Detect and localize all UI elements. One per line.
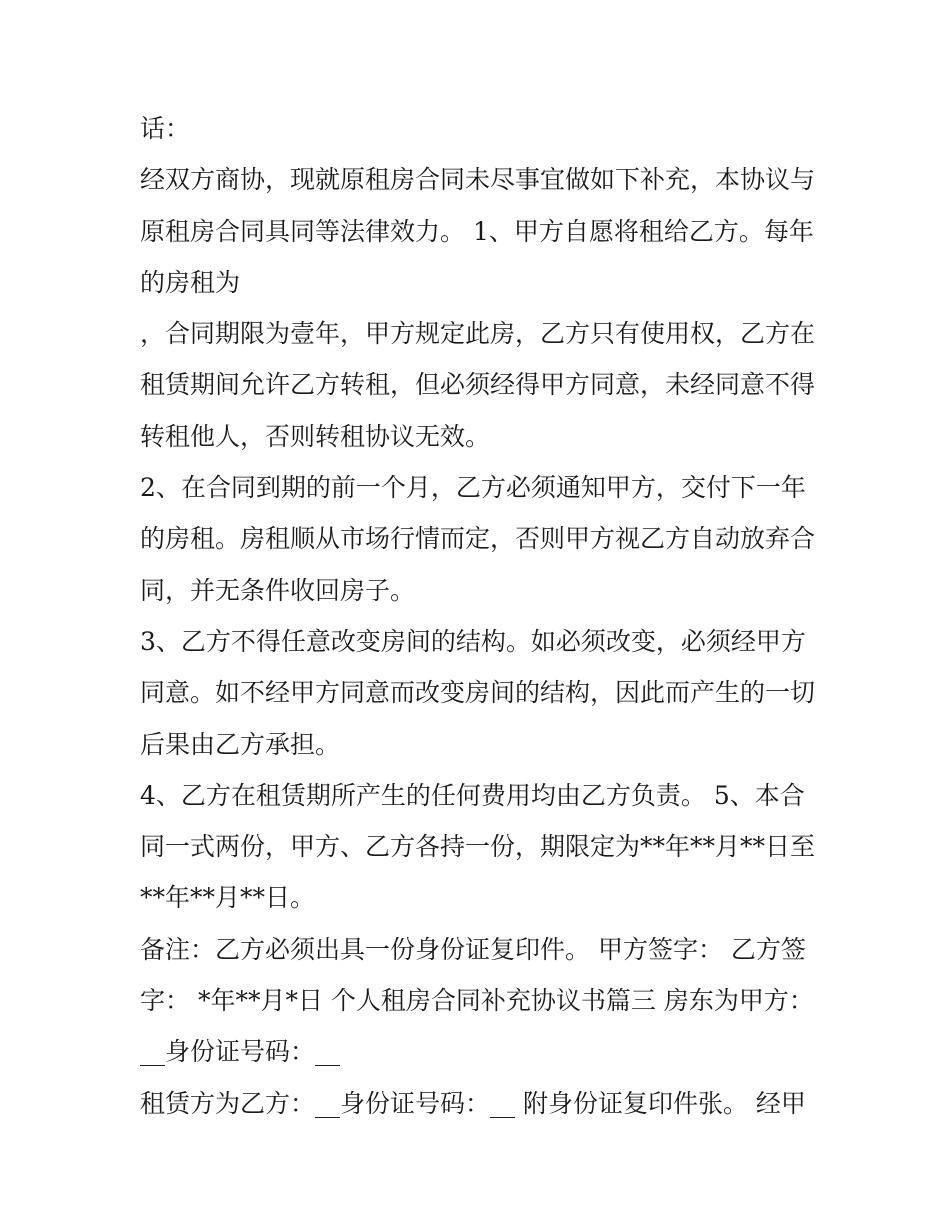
text-line: 原租房合同具同等法律效力。 1、甲方自愿将租给乙方。每年 [140, 216, 814, 246]
text-line: 同意。如不经甲方同意而改变房间的结构，因此而产生的一切 [140, 678, 816, 708]
text-line: 租赁方为乙方：__身份证号码：__ 附身份证复印件张。 经甲 [140, 1088, 806, 1118]
text-line: 同，并无条件收回房子。 [140, 575, 416, 605]
text-line: 4、乙方在租赁期所产生的任何费用均由乙方负责。 5、本合 [140, 780, 805, 810]
text-line: 2、在合同到期的前一个月，乙方必须通知甲方，交付下一年 [140, 473, 806, 503]
text-line: 话： [140, 114, 191, 143]
text-line: 后果由乙方承担。 [140, 729, 341, 759]
text-line: 租赁期间允许乙方转租，但必须经得甲方同意，未经同意不得 [140, 370, 816, 400]
text-line: **年**月**日。 [140, 883, 316, 913]
text-line: __身份证号码：__ [140, 1037, 341, 1067]
text-line: 转租他人，否则转租协议无效。 [140, 421, 491, 451]
text-line: ，合同期限为壹年，甲方规定此房，乙方只有使用权，乙方在 [140, 319, 816, 349]
text-line: 字： *年**月*日 个人租房合同补充协议书篇三 房东为甲方： [140, 986, 814, 1016]
text-line: 3、乙方不得任意改变房间的结构。如必须改变，必须经甲方 [140, 626, 806, 656]
text-line: 同一式两份，甲方、乙方各持一份，期限定为**年**月**日至 [140, 832, 816, 862]
document-body [140, 103, 820, 1129]
text-line: 经双方商协，现就原租房合同未尽事宜做如下补充，本协议与 [140, 165, 816, 195]
text-line: 备注：乙方必须出具一份身份证复印件。 甲方签字： 乙方签 [140, 934, 806, 964]
text-line: 的房租为 [140, 267, 241, 297]
text-line: 的房租。房租顺从市场行情而定，否则甲方视乙方自动放弃合 [140, 524, 816, 554]
